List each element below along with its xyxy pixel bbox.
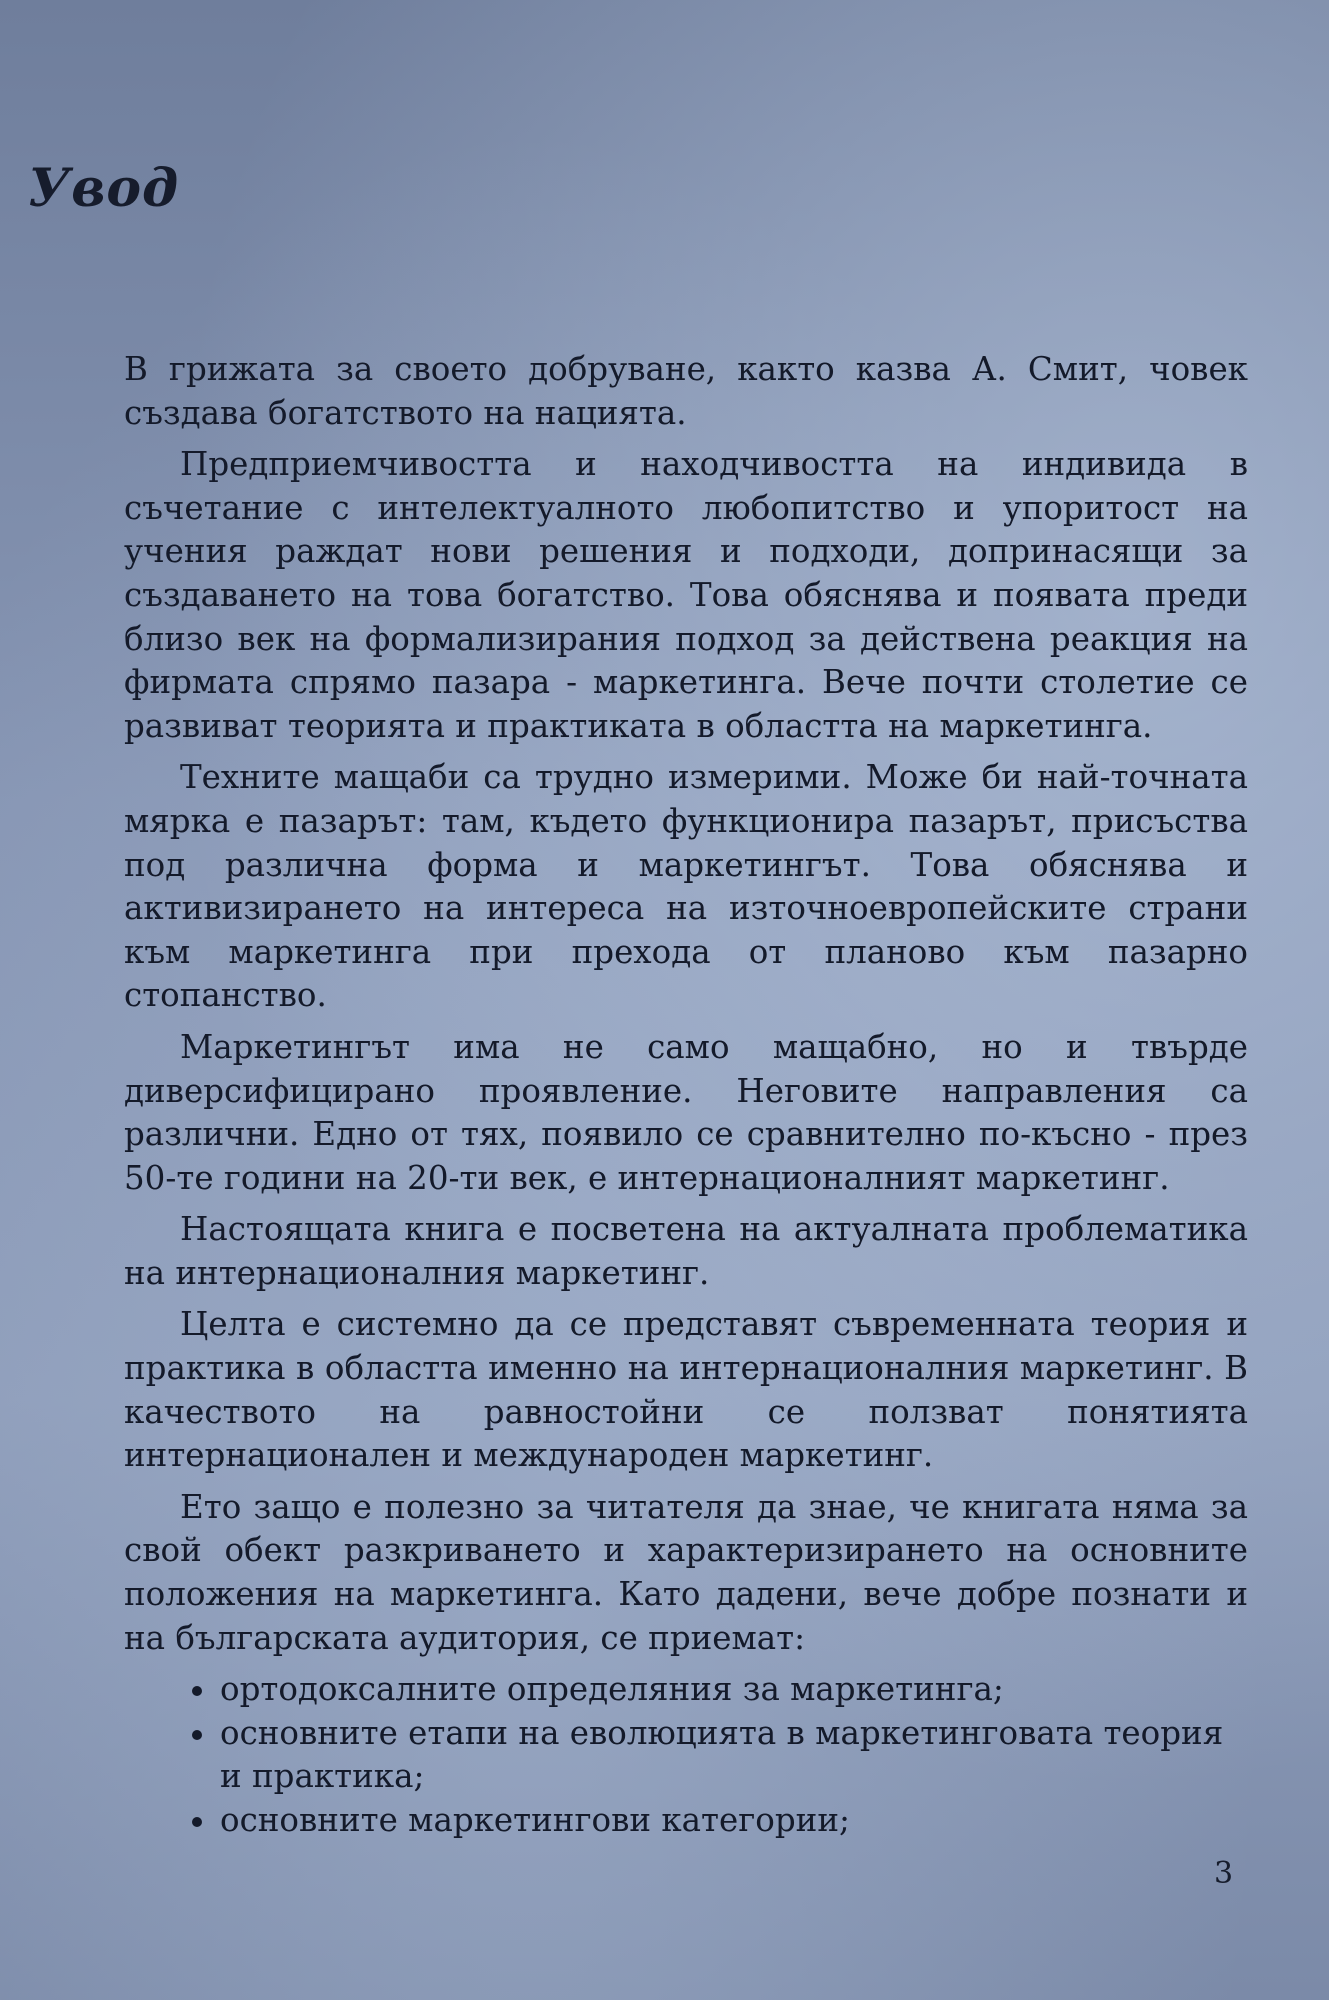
list-item-text: основните етапи на еволюцията в маркетинговата теория и практика; — [220, 1713, 1224, 1796]
bullet-icon — [192, 1686, 202, 1696]
body-text — [124, 348, 1248, 1843]
paragraph: Техните мащаби са трудно измерими. Може би най-точната мярка е пазарът: там, където функционира пазарът, присъства под различна форма и маркетингът. Това обяснява и активизирането на интереса на източноевропейските страни към маркетинга при прехода от планово към пазарно стопанство. — [124, 758, 1248, 1015]
paragraph: Ето защо е полезно за читателя да знае, че книгата няма за свой обект разкриването и характеризирането на основните положения на маркетинга. Като дадени, вече добре познати и на българската аудитория, се приемат: — [124, 1487, 1248, 1657]
list-item-text: основните маркетингови категории; — [220, 1801, 850, 1839]
list-item-text: ортодоксалните определяния за маркетинга; — [220, 1670, 1004, 1709]
paragraph: Маркетингът има не само мащабно, но и твърде диверсифицирано проявление. Неговите направления са различни. Едно от тях, появило се сравнително по-късно - през 50-те години на 20-ти век, е интернационалният маркетинг. — [124, 1027, 1248, 1197]
paragraph: В грижата за своето добруване, както казва А. Смит, човек създава богатството на нацията. — [124, 350, 1248, 432]
bullet-list — [124, 1668, 1248, 1842]
paragraph: Целта е системно да се представят съвременната теория и практика в областта именно на интернационалния маркетинг. В качеството на равностойни се ползват понятията интернационален и международен маркетинг. — [124, 1305, 1248, 1475]
list-item — [192, 1712, 1248, 1799]
bullet-icon — [192, 1817, 202, 1827]
bullet-icon — [192, 1730, 202, 1740]
paragraph: Предприемчивостта и находчивостта на индивида в съчетание с интелектуалното любопитство и упоритост на учения раждат нови решения и подходи, допринасящи за създаването на това богатство. Това обяснява и появата преди близо век на формализирания подход за действена реакция на фирмата спрямо пазара - маркетинга. Вече почти столетие се развиват теорията и практиката в областта на маркетинга. — [124, 445, 1248, 745]
page-title: Увод — [28, 158, 180, 219]
paragraph: Настоящата книга е посветена на актуалната проблематика на интернационалния маркетинг. — [124, 1210, 1248, 1292]
page-number: 3 — [1214, 1856, 1234, 1891]
list-item — [192, 1799, 1248, 1843]
list-item — [192, 1668, 1248, 1712]
